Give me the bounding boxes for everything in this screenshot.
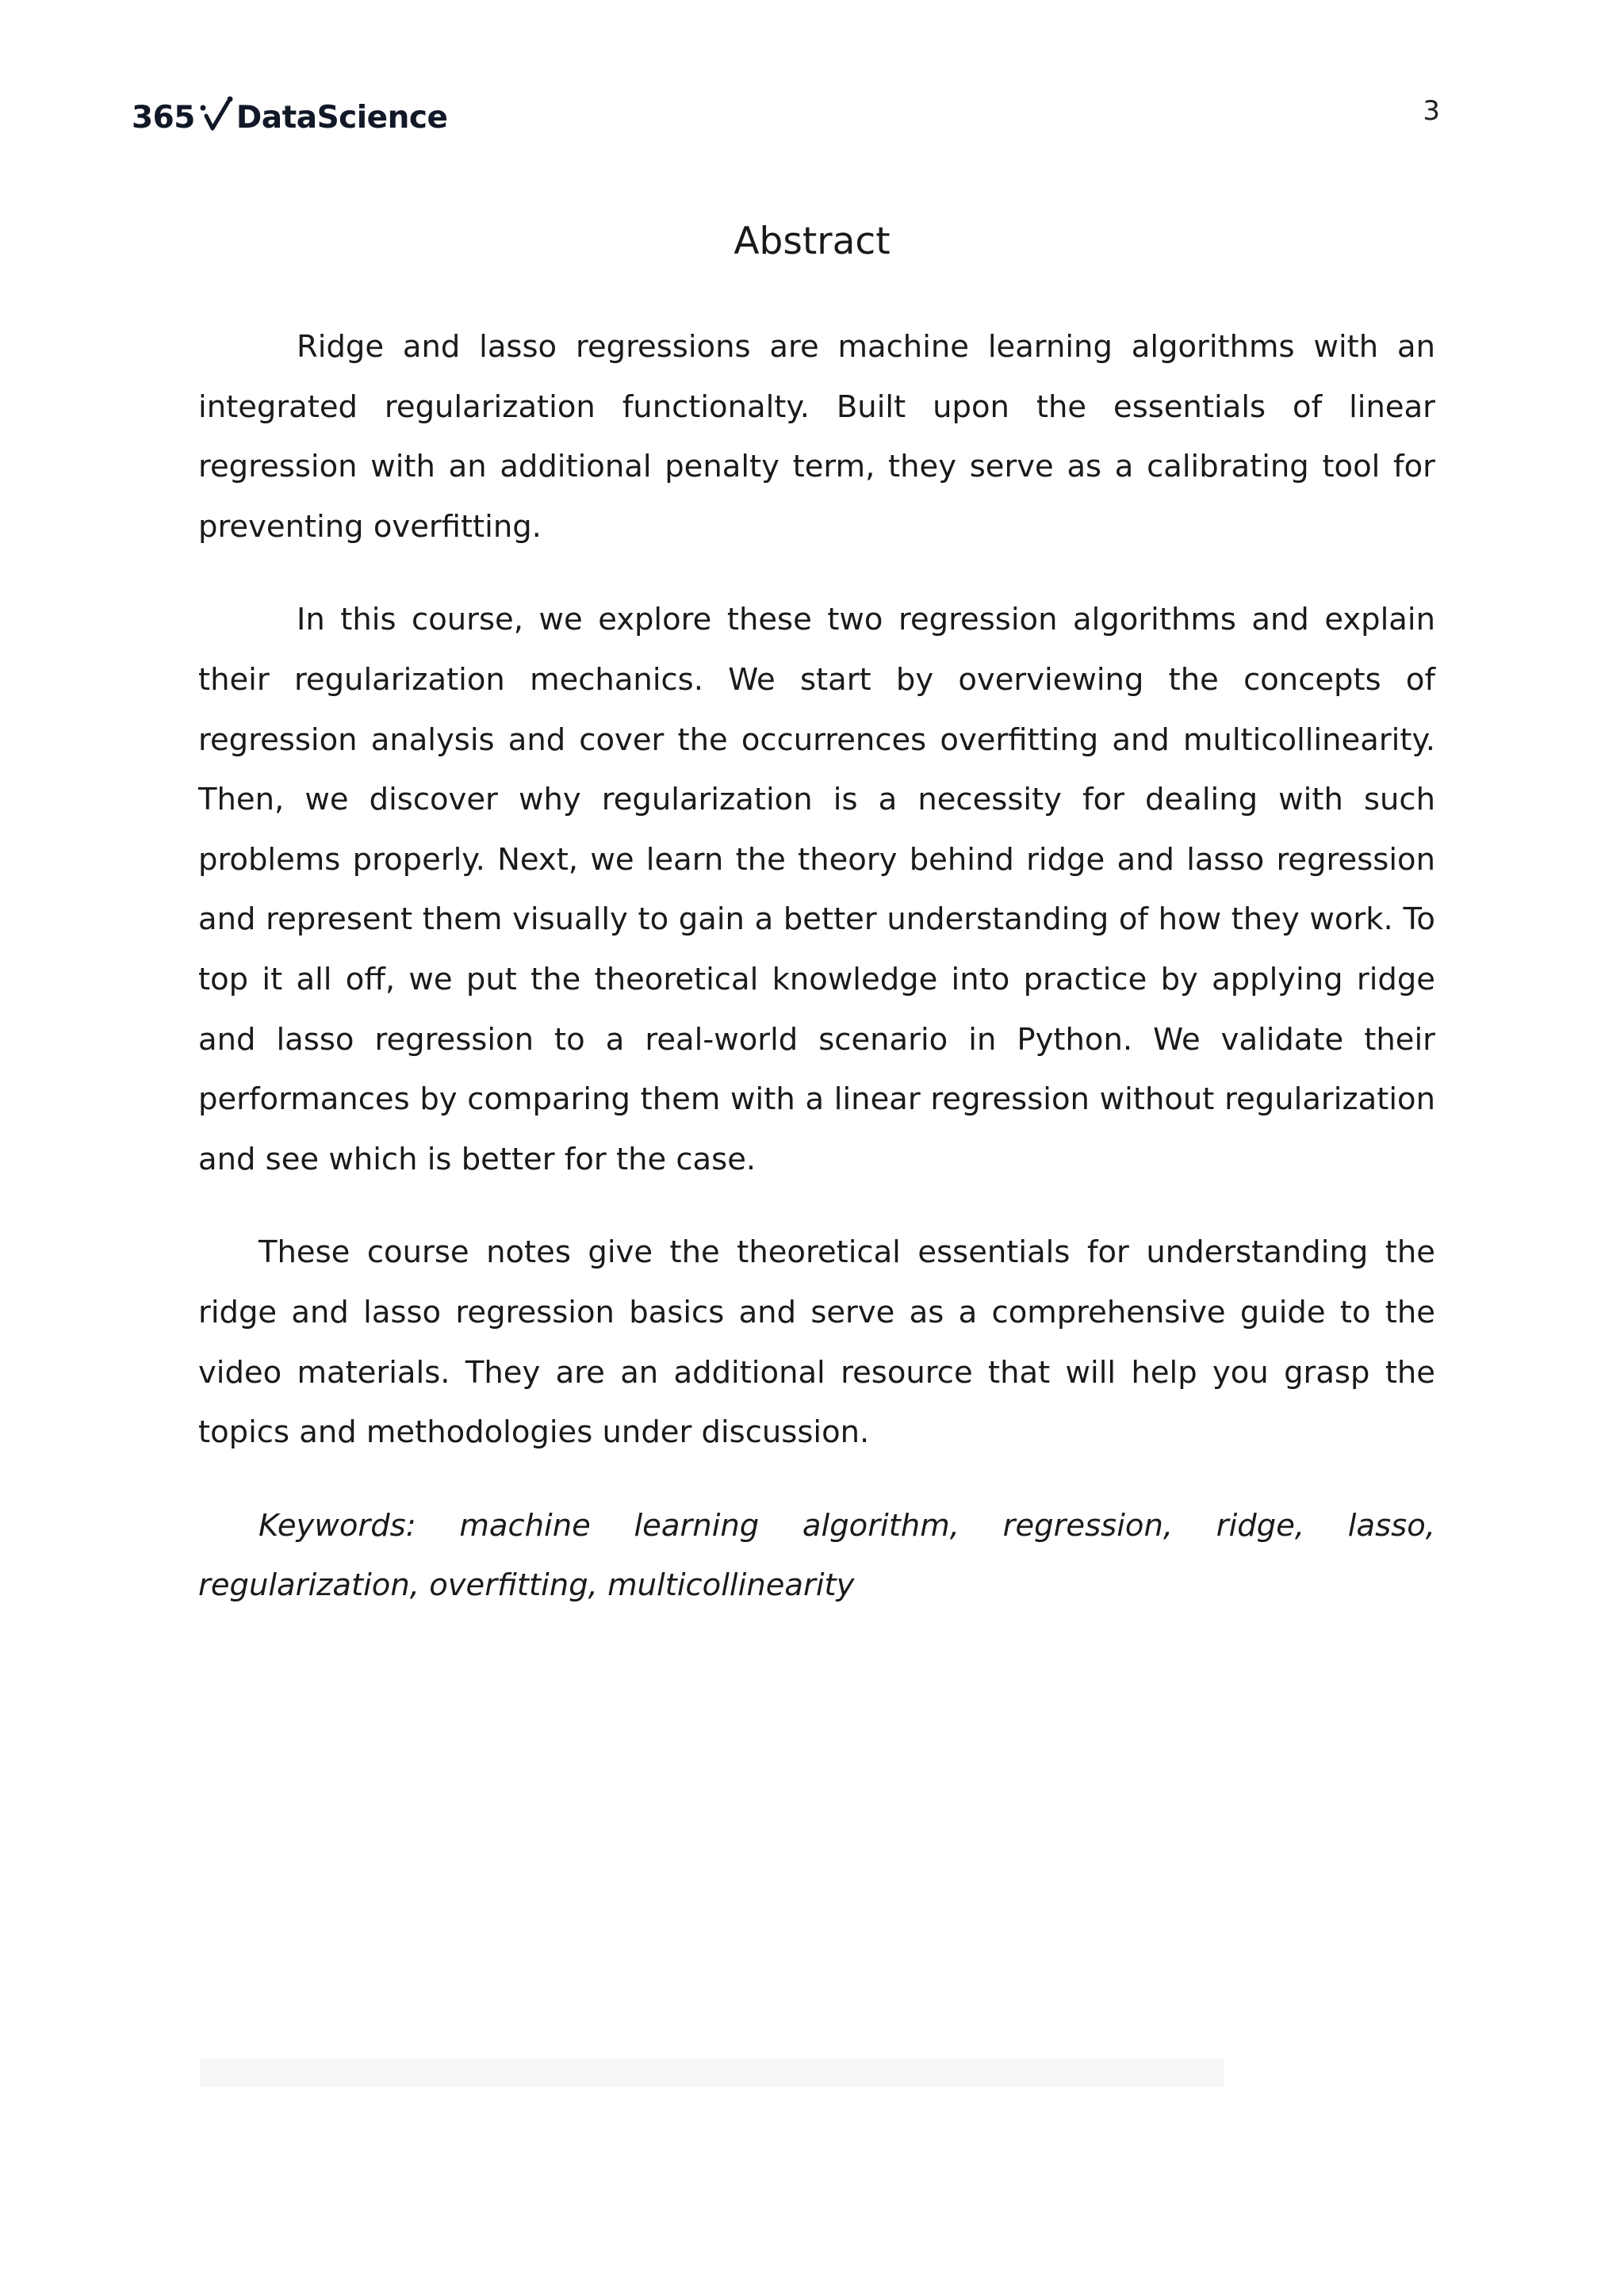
footer-bar — [200, 2058, 1224, 2087]
page-title: Abstract — [733, 220, 891, 264]
keywords-line: Keywords: machine learning algorithm, regression, ridge, lasso, regularization, overfitting, multicollinearity — [198, 1507, 1435, 1604]
paragraph-intro: Ridge and lasso regressions are machine learning algorithms with an integrated regularization functionalty. Built upon the essentials of linear regression with an additional penalty term, they serve as a calibrating tool for preventing overfitting. — [198, 329, 1435, 545]
page-number: 3 — [1423, 95, 1440, 127]
abstract-body — [198, 317, 1435, 1649]
logo-text-datascience: DataScience — [236, 99, 448, 136]
paragraph-course-overview: In this course, we explore these two regression algorithms and explain their regularization mechanics. We start by overviewing the concepts of regression analysis and cover the occurrences overfitting and multicollinearity. Then, we discover why regularization is a necessity for dealing with such problems properly. Next, we learn the theory behind ridge and lasso regression and represent them visually to gain a better understanding of how they work. To top it all off, we put the theoretical knowledge into practice by applying ridge and lasso regression to a real-world scenario in Python. We validate their performances by comparing them with a linear regression without regularization and see which is better for the case. — [198, 602, 1435, 1177]
logo-text-365: 365 — [132, 99, 195, 136]
square-root-icon — [198, 95, 235, 133]
brand-logo — [132, 95, 447, 140]
paragraph-course-notes: These course notes give the theoretical essentials for understanding the ridge and lasso regression basics and serve as a comprehensive guide to the video materials. They are an additional resource that will help you grasp the topics and methodologies under discussion. — [198, 1234, 1435, 1451]
